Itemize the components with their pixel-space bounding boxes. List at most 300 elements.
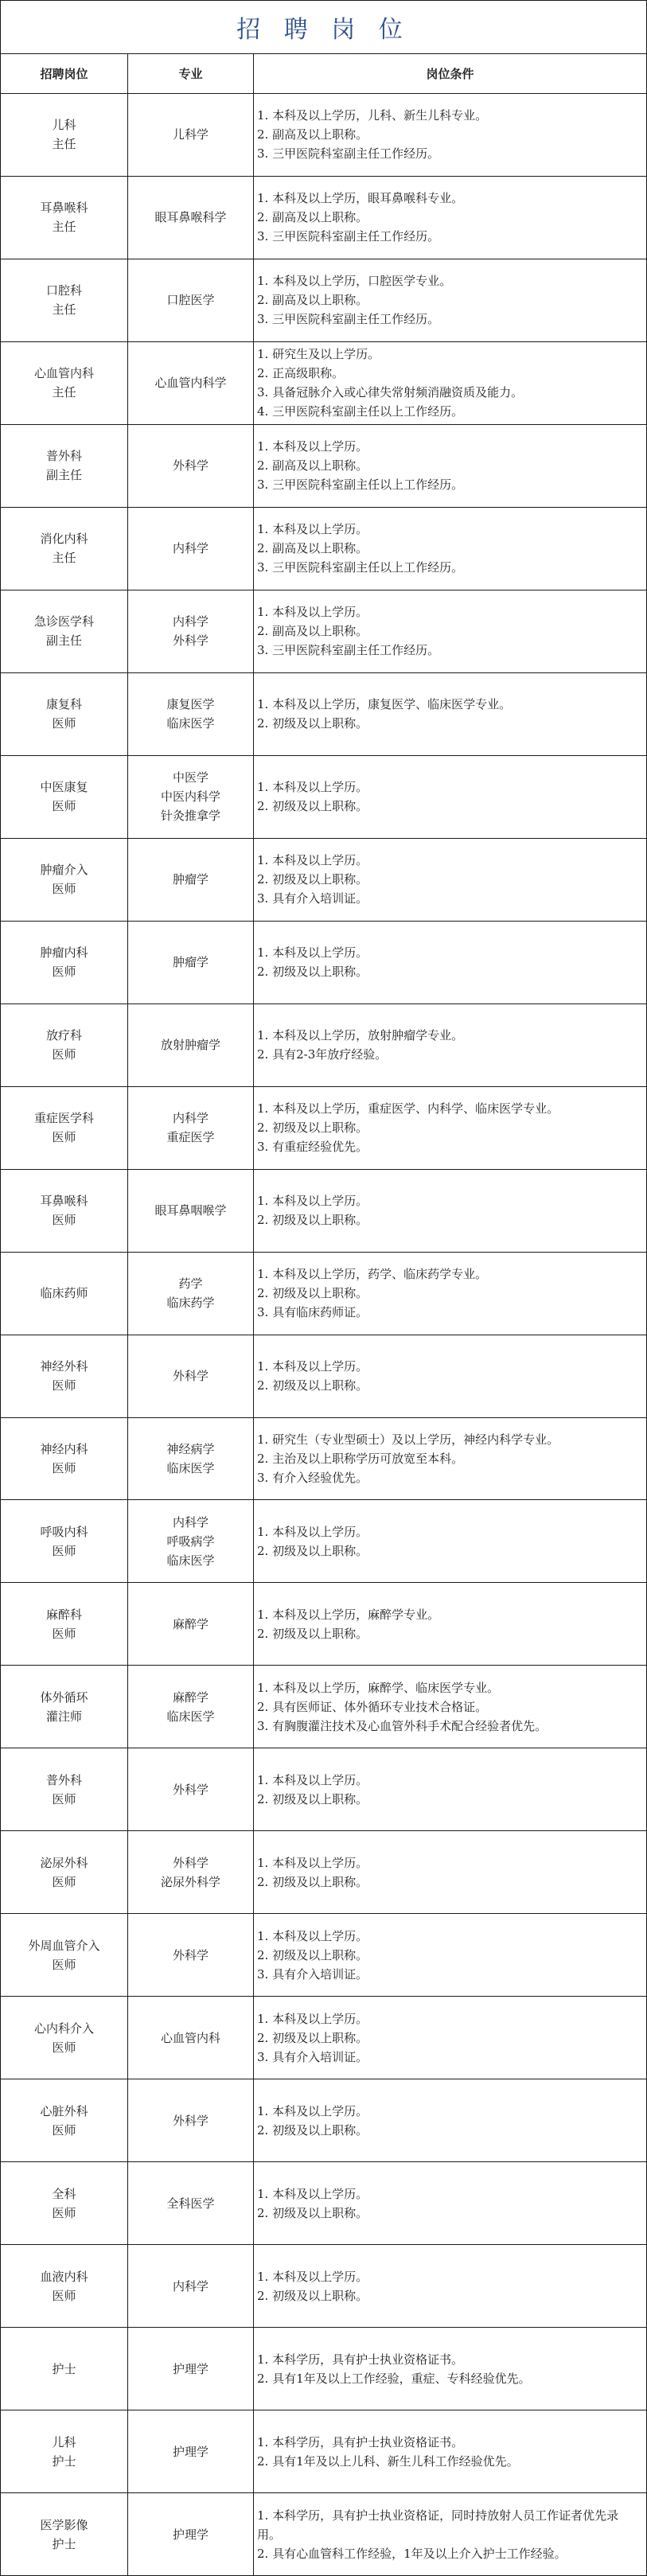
- table-row: [1, 1170, 646, 1253]
- major-cell: [128, 2410, 254, 2492]
- requirement-text: 3. 有胸腹灌注技术及心血管外科手术配合经验者优先。: [257, 1718, 548, 1733]
- requirement-text: 2. 初级及以上职称。: [257, 965, 368, 980]
- table-row: [1, 177, 646, 259]
- requirement-text: 4. 三甲医院科室副主任以上工作经历。: [257, 404, 464, 419]
- table-row: [1, 1748, 646, 1831]
- requirements-cell: [254, 259, 646, 341]
- major-cell: [128, 1997, 254, 2079]
- position-text: 血液内科: [40, 2269, 88, 2284]
- major-text: 口腔医学: [166, 293, 215, 308]
- position-text: 心血管内科: [33, 366, 94, 381]
- requirements-cell: [254, 1831, 646, 1913]
- position-cell: [1, 508, 128, 590]
- requirements-cell: [254, 508, 646, 590]
- position-text: 护士: [52, 2536, 76, 2551]
- table-row: [1, 342, 646, 425]
- requirement-text: 1. 本科及以上学历。: [257, 439, 368, 454]
- table-row: [1, 2410, 646, 2493]
- table-row: [1, 1004, 646, 1087]
- requirements-cell: [254, 922, 646, 1004]
- table-row: [1, 922, 646, 1004]
- major-cell: [128, 2493, 254, 2575]
- requirement-text: 2. 副高及以上职称。: [257, 210, 368, 225]
- position-cell: [1, 1087, 128, 1169]
- requirement-text: 2. 副高及以上职称。: [257, 293, 368, 308]
- requirement-text: 2. 初级及以上职称。: [257, 2205, 368, 2220]
- position-cell: [1, 1253, 128, 1335]
- requirement-text: 3. 三甲医院科室副主任以上工作经历。: [257, 560, 464, 575]
- position-cell: [1, 1666, 128, 1748]
- position-cell: [1, 839, 128, 921]
- requirement-text: 1. 本科及以上学历。: [257, 780, 368, 795]
- table-row: [1, 839, 646, 922]
- table-row: [1, 1500, 646, 1583]
- major-text: 泌尿外科学: [160, 1874, 220, 1889]
- requirements-cell: [254, 1914, 646, 1996]
- requirements-cell: [254, 673, 646, 755]
- page-title: 招 聘 岗 位: [236, 16, 411, 44]
- position-text: 肿瘤内科: [40, 945, 88, 961]
- major-text: 肿瘤学: [172, 955, 209, 970]
- position-cell: [1, 342, 128, 424]
- position-text: 主任: [52, 220, 76, 235]
- position-cell: [1, 2493, 128, 2575]
- header-position: 招聘岗位: [1, 54, 128, 93]
- position-text: 麻醉科: [45, 1607, 82, 1622]
- major-cell: [128, 177, 254, 259]
- major-cell: [128, 2162, 254, 2244]
- position-cell: [1, 425, 128, 507]
- requirement-text: 2. 初级及以上职称。: [257, 799, 368, 814]
- position-text: 护士: [52, 2453, 76, 2469]
- major-text: 内科学: [172, 541, 209, 556]
- table-row: [1, 2493, 646, 2575]
- position-text: 主任: [52, 551, 76, 566]
- position-text: 主任: [52, 137, 76, 152]
- major-text: 内科学: [172, 614, 209, 629]
- position-cell: [1, 1004, 128, 1086]
- requirement-text: 2. 初级及以上职称。: [257, 1947, 368, 1962]
- requirement-text: 2. 初级及以上职称。: [257, 2030, 368, 2045]
- position-text: 医师: [52, 2122, 76, 2138]
- position-text: 医师: [52, 882, 76, 897]
- major-text: 内科学: [172, 1111, 209, 1126]
- major-cell: [128, 1087, 254, 1169]
- major-cell: [128, 756, 254, 838]
- position-text: 医师: [52, 1874, 76, 1889]
- position-text: 放疗科: [45, 1028, 82, 1043]
- requirement-text: 1. 研究生及以上学历。: [257, 347, 380, 362]
- position-cell: [1, 1997, 128, 2079]
- requirements-cell: [254, 342, 646, 424]
- requirement-text: 1. 本科及以上学历。: [257, 2103, 368, 2118]
- position-text: 医师: [52, 716, 76, 731]
- requirement-text: 1. 本科及以上学历，康复医学、临床医学专业。: [257, 697, 512, 712]
- position-text: 医师: [52, 1213, 76, 1228]
- requirement-text: 1. 研究生（专业型硕士）及以上学历，神经内科学专业。: [257, 1432, 559, 1447]
- table-row: [1, 94, 646, 177]
- table-header: [1, 54, 646, 94]
- position-cell: [1, 2079, 128, 2161]
- requirement-text: 2. 初级及以上职称。: [257, 1874, 368, 1889]
- major-cell: [128, 1831, 254, 1913]
- position-text: 中医康复: [40, 780, 88, 795]
- major-cell: [128, 590, 254, 672]
- position-text: 医师: [52, 2205, 76, 2220]
- requirement-text: 3. 具有介入培训证。: [257, 2049, 368, 2064]
- position-cell: [1, 1583, 128, 1665]
- major-text: 护理学: [172, 2527, 209, 2542]
- requirement-text: 3. 具有介入培训证。: [257, 891, 368, 906]
- position-text: 外周血管介入: [28, 1938, 100, 1953]
- position-text: 急诊医学科: [33, 614, 94, 629]
- major-text: 外科学: [172, 1369, 209, 1384]
- requirement-text: 1. 本科及以上学历。: [257, 1359, 368, 1374]
- requirement-text: 1. 本科及以上学历。: [257, 522, 368, 537]
- position-text: 儿科: [52, 118, 76, 133]
- requirement-text: 3. 具有临床药师证。: [257, 1305, 368, 1320]
- major-text: 神经病学: [166, 1441, 215, 1456]
- position-text: 呼吸内科: [40, 1524, 88, 1539]
- major-text: 临床医学: [166, 1709, 215, 1724]
- major-text: 心血管内科学: [154, 376, 227, 391]
- requirement-text: 3. 三甲医院科室副主任工作经历。: [257, 146, 440, 162]
- position-text: 医师: [52, 965, 76, 980]
- position-text: 医师: [52, 1047, 76, 1062]
- requirement-text: 2. 初级及以上职称。: [257, 2288, 368, 2303]
- requirements-cell: [254, 2162, 646, 2244]
- position-cell: [1, 259, 128, 341]
- position-text: 神经内科: [40, 1441, 88, 1456]
- requirement-text: 1. 本科学历，具有护士执业资格证，同时持放射人员工作证者优先录用。: [257, 2508, 619, 2542]
- requirement-text: 2. 具有1年及以上工作经验，重症、专科经验优先。: [257, 2371, 531, 2386]
- table-row: [1, 1253, 646, 1335]
- major-text: 外科学: [172, 1855, 209, 1870]
- requirements-cell: [254, 590, 646, 672]
- position-text: 重症医学科: [33, 1111, 94, 1126]
- position-cell: [1, 1500, 128, 1582]
- major-cell: [128, 1583, 254, 1665]
- requirement-text: 2. 副高及以上职称。: [257, 127, 368, 142]
- requirements-cell: [254, 1748, 646, 1830]
- position-text: 肿瘤介入: [40, 863, 88, 878]
- position-cell: [1, 1831, 128, 1913]
- table-row: [1, 1666, 646, 1748]
- requirement-text: 1. 本科及以上学历。: [257, 2011, 368, 2026]
- requirement-text: 1. 本科及以上学历。: [257, 2186, 368, 2201]
- requirement-text: 1. 本科学历，具有护士执业资格证书。: [257, 2352, 464, 2367]
- position-text: 副主任: [45, 633, 82, 649]
- position-cell: [1, 1914, 128, 1996]
- position-text: 普外科: [45, 449, 82, 464]
- position-cell: [1, 922, 128, 1004]
- major-cell: [128, 2328, 254, 2410]
- requirements-cell: [254, 1335, 646, 1417]
- major-cell: [128, 1418, 254, 1500]
- major-cell: [128, 342, 254, 424]
- major-text: 外科学: [172, 458, 209, 474]
- requirement-text: 3. 有介入经验优先。: [257, 1470, 368, 1485]
- table-row: [1, 1997, 646, 2079]
- position-text: 副主任: [45, 468, 82, 483]
- requirements-cell: [254, 1997, 646, 2079]
- requirement-text: 2. 具有医师证、体外循环专业技术合格证。: [257, 1699, 488, 1714]
- requirement-text: 2. 副高及以上职称。: [257, 541, 368, 556]
- major-text: 中医学: [172, 770, 209, 785]
- requirement-text: 3. 具有介入培训证。: [257, 1966, 368, 1982]
- major-cell: [128, 1253, 254, 1335]
- major-text: 外科学: [172, 1947, 209, 1962]
- position-text: 医师: [52, 1130, 76, 1145]
- major-cell: [128, 1335, 254, 1417]
- major-text: 临床药学: [166, 1296, 215, 1311]
- position-text: 护士: [52, 2361, 76, 2376]
- major-text: 外科学: [172, 633, 209, 649]
- title-bar: [1, 1, 646, 54]
- requirement-text: 1. 本科及以上学历，眼耳鼻喉科专业。: [257, 191, 464, 206]
- position-text: 泌尿外科: [40, 1855, 88, 1870]
- requirements-cell: [254, 1666, 646, 1748]
- position-text: 体外循环: [40, 1689, 88, 1705]
- position-cell: [1, 2328, 128, 2410]
- major-cell: [128, 425, 254, 507]
- requirement-text: 3. 三甲医院科室副主任工作经历。: [257, 643, 440, 658]
- position-text: 灌注师: [45, 1709, 82, 1724]
- requirement-text: 1. 本科及以上学历。: [257, 1772, 368, 1787]
- table-row: [1, 1583, 646, 1666]
- requirement-text: 1. 本科及以上学历。: [257, 1194, 368, 1209]
- position-text: 消化内科: [40, 532, 88, 547]
- major-text: 麻醉学: [172, 1689, 209, 1705]
- requirements-cell: [254, 1253, 646, 1335]
- position-text: 医学影像: [40, 2517, 88, 2532]
- requirements-cell: [254, 1170, 646, 1252]
- position-text: 主任: [52, 385, 76, 400]
- position-text: 医师: [52, 2040, 76, 2055]
- position-cell: [1, 1418, 128, 1500]
- position-text: 康复科: [45, 697, 82, 712]
- position-text: 医师: [52, 2288, 76, 2303]
- requirement-text: 3. 三甲医院科室副主任工作经历。: [257, 229, 440, 244]
- major-cell: [128, 1666, 254, 1748]
- major-cell: [128, 2245, 254, 2327]
- major-text: 重症医学: [166, 1130, 215, 1145]
- major-cell: [128, 1748, 254, 1830]
- requirement-text: 1. 本科及以上学历，重症医学、内科学、临床医学专业。: [257, 1101, 559, 1117]
- table-row: [1, 1914, 646, 1997]
- requirement-text: 2. 具有1年及以上儿科、新生儿科工作经验优先。: [257, 2453, 519, 2469]
- requirements-cell: [254, 756, 646, 838]
- position-text: 心脏外科: [40, 2103, 88, 2118]
- requirements-cell: [254, 2245, 646, 2327]
- major-text: 麻醉学: [172, 1616, 209, 1631]
- position-text: 主任: [52, 302, 76, 318]
- position-text: 口腔科: [45, 283, 82, 298]
- table-row: [1, 259, 646, 342]
- major-text: 针灸推拿学: [160, 809, 220, 824]
- requirements-cell: [254, 2079, 646, 2161]
- requirements-cell: [254, 1004, 646, 1086]
- major-text: 内科学: [172, 1514, 209, 1530]
- requirement-text: 1. 本科及以上学历。: [257, 1855, 368, 1870]
- position-cell: [1, 1748, 128, 1830]
- major-cell: [128, 839, 254, 921]
- major-cell: [128, 1500, 254, 1582]
- table-row: [1, 425, 646, 508]
- requirements-cell: [254, 2410, 646, 2492]
- requirement-text: 1. 本科及以上学历。: [257, 1928, 368, 1943]
- major-text: 护理学: [172, 2444, 209, 2459]
- header-major: 专业: [128, 54, 254, 93]
- major-cell: [128, 1004, 254, 1086]
- major-text: 临床医学: [166, 1460, 215, 1475]
- requirement-text: 2. 初级及以上职称。: [257, 1543, 368, 1558]
- major-text: 临床医学: [166, 716, 215, 731]
- position-text: 全科: [52, 2186, 76, 2201]
- table-row: [1, 2328, 646, 2410]
- requirement-text: 2. 副高及以上职称。: [257, 624, 368, 639]
- requirement-text: 1. 本科及以上学历，放射肿瘤学专业。: [257, 1028, 464, 1043]
- requirement-text: 2. 初级及以上职称。: [257, 1213, 368, 1228]
- requirement-text: 1. 本科及以上学历。: [257, 945, 368, 961]
- requirement-text: 2. 副高及以上职称。: [257, 458, 368, 474]
- requirement-text: 3. 三甲医院科室副主任以上工作经历。: [257, 477, 464, 493]
- requirement-text: 2. 初级及以上职称。: [257, 2122, 368, 2138]
- requirement-text: 1. 本科及以上学历，药学、临床药学专业。: [257, 1267, 488, 1282]
- major-cell: [128, 1914, 254, 1996]
- position-cell: [1, 2162, 128, 2244]
- major-cell: [128, 673, 254, 755]
- position-cell: [1, 1335, 128, 1417]
- position-text: 普外科: [45, 1772, 82, 1787]
- position-text: 儿科: [52, 2434, 76, 2449]
- requirement-text: 1. 本科及以上学历，麻醉学、临床医学专业。: [257, 1680, 500, 1695]
- requirement-text: 1. 本科及以上学历。: [257, 1524, 368, 1539]
- position-cell: [1, 177, 128, 259]
- table-row: [1, 2245, 646, 2328]
- major-text: 放射肿瘤学: [160, 1038, 220, 1053]
- requirement-text: 2. 具有2-3年放疗经验。: [257, 1047, 388, 1062]
- major-cell: [128, 1170, 254, 1252]
- major-text: 药学: [178, 1276, 203, 1292]
- requirement-text: 1. 本科及以上学历。: [257, 605, 368, 620]
- position-text: 耳鼻喉科: [40, 201, 88, 216]
- major-text: 外科学: [172, 1782, 209, 1797]
- position-cell: [1, 673, 128, 755]
- requirement-text: 2. 初级及以上职称。: [257, 716, 368, 731]
- requirement-text: 1. 本科及以上学历。: [257, 853, 368, 868]
- position-text: 耳鼻喉科: [40, 1194, 88, 1209]
- major-text: 临床医学: [166, 1553, 215, 1568]
- requirements-cell: [254, 1500, 646, 1582]
- major-text: 呼吸病学: [166, 1534, 215, 1549]
- position-cell: [1, 2410, 128, 2492]
- major-cell: [128, 508, 254, 590]
- major-cell: [128, 2079, 254, 2161]
- requirements-cell: [254, 425, 646, 507]
- major-text: 眼耳鼻咽喉学: [154, 1203, 227, 1218]
- table-row: [1, 673, 646, 756]
- requirement-text: 1. 本科及以上学历。: [257, 2269, 368, 2284]
- requirements-cell: [254, 2493, 646, 2575]
- major-text: 眼耳鼻喉科学: [154, 210, 227, 225]
- position-text: 心内科介入: [33, 2021, 94, 2036]
- requirement-text: 2. 初级及以上职称。: [257, 1626, 368, 1641]
- requirement-text: 2. 初级及以上职称。: [257, 1120, 368, 1136]
- table-row: [1, 508, 646, 590]
- requirement-text: 1. 本科学历，具有护士执业资格证书。: [257, 2434, 464, 2449]
- position-text: 医师: [52, 1626, 76, 1641]
- position-cell: [1, 1170, 128, 1252]
- position-text: 医师: [52, 1543, 76, 1558]
- requirement-text: 2. 初级及以上职称。: [257, 1286, 368, 1301]
- table-row: [1, 1087, 646, 1170]
- major-text: 康复医学: [166, 697, 215, 712]
- position-cell: [1, 2245, 128, 2327]
- requirement-text: 2. 初级及以上职称。: [257, 872, 368, 887]
- requirement-text: 1. 本科及以上学历，口腔医学专业。: [257, 274, 452, 289]
- position-text: 医师: [52, 1957, 76, 1972]
- position-text: 医师: [52, 1378, 76, 1393]
- major-text: 全科医学: [166, 2196, 215, 2211]
- requirements-cell: [254, 1087, 646, 1169]
- requirements-cell: [254, 1583, 646, 1665]
- major-text: 外科学: [172, 2113, 209, 2128]
- requirements-cell: [254, 839, 646, 921]
- major-text: 中医内科学: [160, 789, 220, 805]
- requirement-text: 3. 具备冠脉介入或心律失常射频消融资质及能力。: [257, 385, 524, 400]
- table-row: [1, 2162, 646, 2245]
- table-row: [1, 590, 646, 673]
- major-text: 内科学: [172, 2278, 209, 2293]
- requirements-cell: [254, 2328, 646, 2410]
- table-row: [1, 1831, 646, 1914]
- major-text: 心血管内科: [160, 2030, 220, 2045]
- requirement-text: 1. 本科及以上学历，儿科、新生儿科专业。: [257, 108, 488, 123]
- table-row: [1, 2079, 646, 2162]
- requirement-text: 3. 三甲医院科室副主任工作经历。: [257, 312, 440, 327]
- requirement-text: 3. 有重症经验优先。: [257, 1140, 368, 1155]
- position-cell: [1, 756, 128, 838]
- requirement-text: 1. 本科及以上学历，麻醉学专业。: [257, 1607, 440, 1622]
- major-cell: [128, 259, 254, 341]
- requirements-cell: [254, 1418, 646, 1500]
- position-cell: [1, 590, 128, 672]
- requirement-text: 2. 正高级职称。: [257, 366, 345, 381]
- position-text: 神经外科: [40, 1359, 88, 1374]
- table-row: [1, 1418, 646, 1501]
- requirement-text: 2. 主治及以上职称学历可放宽至本科。: [257, 1451, 464, 1466]
- position-text: 医师: [52, 1460, 76, 1475]
- table-body: [1, 94, 646, 2575]
- position-text: 临床药师: [40, 1286, 88, 1301]
- table-row: [1, 1335, 646, 1418]
- major-cell: [128, 94, 254, 176]
- requirement-text: 2. 具有心血管科工作经验，1年及以上介入护士工作经验。: [257, 2546, 567, 2561]
- major-cell: [128, 922, 254, 1004]
- requirements-cell: [254, 94, 646, 176]
- position-text: 医师: [52, 1791, 76, 1806]
- requirement-text: 2. 初级及以上职称。: [257, 1791, 368, 1806]
- major-text: 护理学: [172, 2361, 209, 2376]
- major-text: 儿科学: [172, 127, 209, 142]
- position-text: 医师: [52, 799, 76, 814]
- major-text: 肿瘤学: [172, 872, 209, 887]
- position-cell: [1, 94, 128, 176]
- requirement-text: 2. 初级及以上职称。: [257, 1378, 368, 1393]
- header-requirements: 岗位条件: [426, 67, 474, 81]
- table-row: [1, 756, 646, 839]
